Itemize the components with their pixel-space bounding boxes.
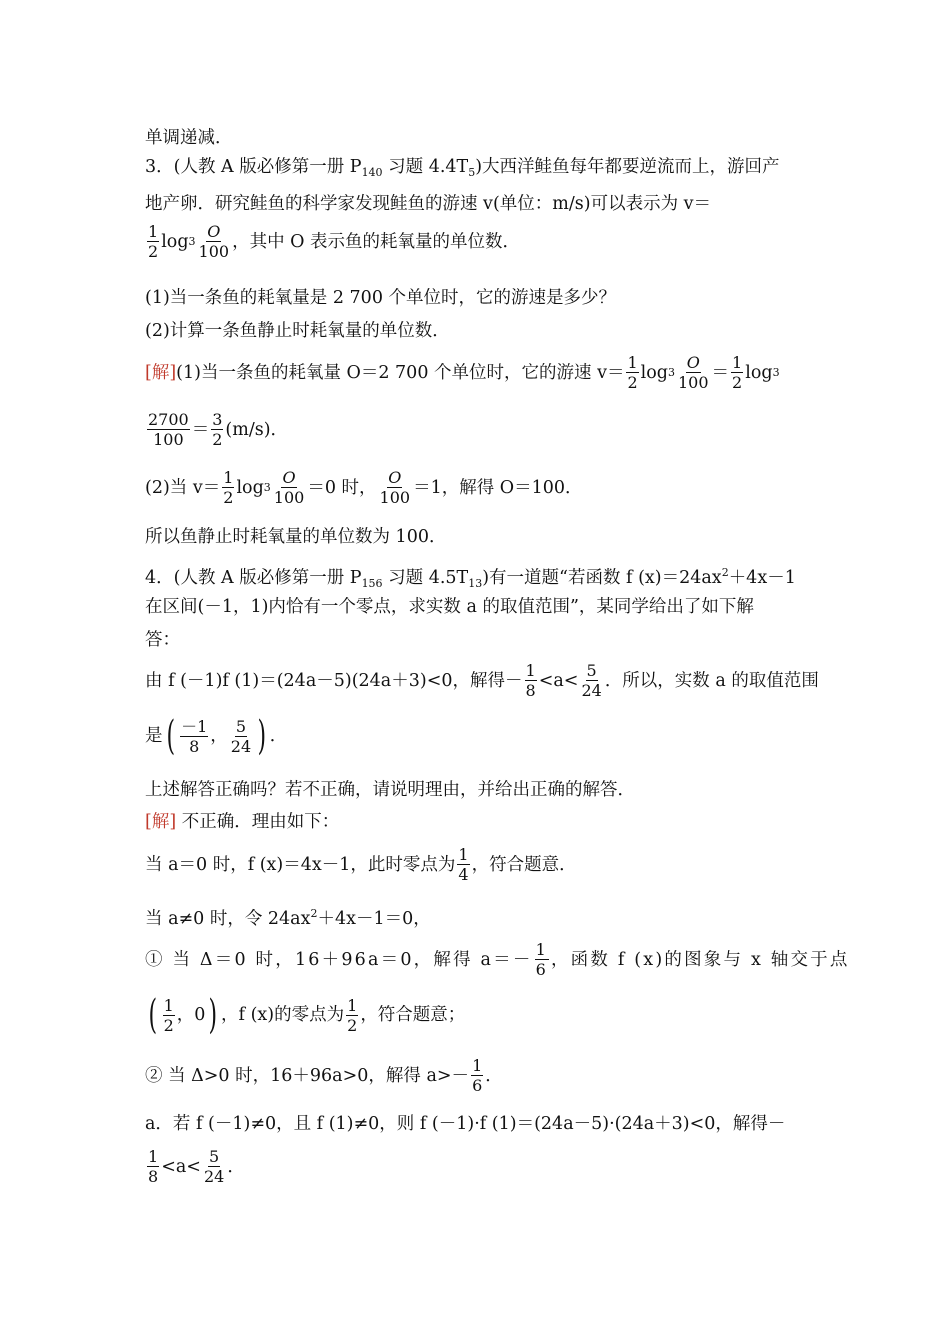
log-text: log	[236, 477, 264, 498]
fraction	[198, 222, 231, 261]
fraction	[180, 717, 208, 756]
log-text: log	[161, 231, 189, 252]
denominator: 100	[273, 488, 305, 507]
fraction	[525, 661, 537, 700]
solution-3-line1	[145, 353, 780, 392]
denominator: 24	[581, 681, 602, 700]
text-line: (2)计算一条鱼静止时耗氧量的单位数．	[145, 321, 450, 341]
text-line: 上述解答正确吗？若不正确，请说明理由，并给出正确的解答．	[145, 780, 635, 800]
denominator: 24	[203, 1167, 225, 1186]
numerator: 1	[347, 995, 358, 1015]
denominator: 2	[347, 1015, 358, 1035]
solution-3-line3	[145, 468, 583, 507]
fraction	[580, 661, 602, 700]
text-line: 单调递减．	[145, 128, 233, 148]
text-line: 地产卵．研究鲑鱼的科学家发现鲑鱼的游速 v(单位：m/s)可以表示为 v＝	[145, 194, 712, 214]
numerator: 1	[148, 1147, 159, 1166]
superscript: 2	[310, 907, 318, 920]
denominator: 100	[678, 373, 709, 392]
text: ，	[210, 726, 228, 746]
text: ＋4x－1＝0，	[317, 909, 431, 929]
text: 是	[145, 726, 163, 746]
solution-4-case1-cont	[145, 992, 466, 1038]
formula-line	[145, 222, 520, 261]
text: ．	[485, 1065, 503, 1086]
fraction	[273, 468, 306, 507]
text: ＝	[191, 419, 210, 440]
text: ．所以，实数 a 的取值范围	[604, 670, 819, 691]
numerator: 1	[148, 222, 159, 241]
numerator: 5	[586, 661, 597, 680]
denominator: 100	[153, 430, 184, 449]
text: 习题 4.4T	[382, 157, 469, 177]
fraction	[535, 940, 549, 979]
fraction	[163, 996, 175, 1035]
fraction	[147, 410, 190, 449]
denominator: 4	[458, 865, 469, 884]
fraction	[731, 353, 743, 392]
text: (2)当 v＝	[145, 477, 221, 498]
subscript: 13	[468, 577, 483, 590]
solution-tag: [解]	[145, 812, 177, 832]
text: ，f (x)的零点为	[221, 1005, 345, 1025]
denominator: 24	[230, 736, 252, 756]
numerator: O	[686, 353, 700, 372]
numerator: 1	[535, 940, 548, 959]
numerator: 5	[209, 1147, 220, 1166]
denominator: 6	[472, 1076, 483, 1095]
text: ．	[269, 726, 288, 746]
denominator: 2	[163, 1015, 174, 1035]
denominator: 2	[732, 373, 743, 392]
text: ，函数 f (x)的图象与 x 轴交于点	[550, 949, 850, 970]
denominator: 2	[627, 373, 638, 392]
numerator: O	[207, 222, 221, 241]
text: (1)当一条鱼的耗氧量 O＝2 700 个单位时，它的游速 v＝	[176, 362, 625, 383]
log-text: log	[640, 362, 668, 383]
fraction	[147, 1147, 159, 1186]
question-4-heading	[145, 561, 796, 596]
text: )大西洋鲑鱼每年都要逆流而上，游回产	[475, 157, 780, 177]
fraction	[230, 717, 252, 756]
text: ＋4x－1	[728, 568, 796, 588]
text: )有一道题“若函数 f (x)＝24ax	[482, 568, 722, 588]
fraction	[677, 353, 710, 392]
text: 由 f (－1)f (1)＝(24a－5)(24a＋3)<0，解得－	[145, 670, 523, 691]
text: <a<	[538, 670, 579, 691]
right-paren: )	[208, 992, 218, 1038]
subscript: 156	[361, 577, 383, 590]
left-paren: (	[148, 992, 158, 1038]
text: 当 a≠0 时，令 24ax	[145, 909, 311, 929]
numerator: －1	[181, 716, 208, 736]
text-line: 在区间(－1，1)内恰有一个零点，求实数 a 的取值范围”，某同学给出了如下解	[145, 597, 754, 617]
text-line: (1)当一条鱼的耗氧量是 2 700 个单位时，它的游速是多少？	[145, 288, 617, 308]
numerator: 2700	[148, 410, 189, 429]
solution-4-case1	[145, 940, 850, 979]
solution-4-equation	[145, 902, 431, 931]
text: ② 当 Δ>0 时，16＋96a>0，解得 a>－	[145, 1065, 470, 1086]
numerator: 3	[212, 410, 223, 429]
solution-4-subcase-a-result	[145, 1147, 245, 1186]
denominator: 6	[535, 960, 548, 979]
denominator: 100	[379, 488, 411, 507]
numerator: O	[388, 468, 402, 487]
left-paren: (	[166, 713, 175, 759]
fraction	[471, 1056, 483, 1095]
text: 不正确．理由如下：	[176, 812, 340, 832]
subscript: 5	[468, 166, 476, 179]
numerator: 1	[458, 845, 469, 864]
numerator: 1	[472, 1056, 483, 1075]
question-3-heading	[145, 155, 780, 185]
denominator: 2	[212, 430, 223, 449]
text: ＝0 时，	[307, 477, 377, 498]
subscript: 140	[361, 166, 383, 179]
solution-4-case2	[145, 1056, 503, 1095]
fraction	[222, 468, 234, 507]
text: (m/s)．	[225, 419, 289, 440]
text: ，符合题意．	[471, 854, 577, 875]
numerator: 1	[223, 468, 234, 487]
numerator: 1	[525, 661, 536, 680]
denominator: 8	[525, 681, 536, 700]
solution-4-heading	[145, 810, 339, 834]
fraction	[457, 845, 469, 884]
solution-4-subcase-a: a．若 f (－1)≠0，且 f (1)≠0，则 f (－1)·f (1)＝(24a－5)·(24a＋3)<0，解得－	[145, 1114, 786, 1134]
text: 3．(人教 A 版必修第一册 P	[145, 157, 362, 177]
text: ．	[227, 1156, 245, 1177]
log-base: 3	[772, 365, 780, 379]
text: ，其中 O 表示鱼的耗氧量的单位数．	[232, 231, 521, 252]
denominator: 2	[148, 242, 159, 261]
question-4-attempt	[145, 661, 819, 700]
solution-4-case-zero	[145, 845, 577, 884]
text: 4．(人教 A 版必修第一册 P	[145, 568, 362, 588]
denominator: 100	[198, 242, 230, 261]
numerator: O	[282, 468, 296, 487]
fraction	[379, 468, 412, 507]
solution-3-line2	[145, 410, 288, 449]
text: ① 当 Δ＝0 时，16＋96a＝0，解得 a＝－	[145, 949, 533, 970]
solution-tag: [解]	[145, 362, 177, 383]
fraction	[346, 996, 358, 1035]
numerator: 1	[163, 995, 174, 1015]
question-4-range	[145, 713, 288, 759]
fraction	[147, 222, 159, 261]
text: ，	[176, 1005, 195, 1025]
numerator: 5	[235, 716, 247, 736]
denominator: 2	[223, 488, 234, 507]
text: <a<	[161, 1156, 201, 1177]
superscript: 2	[721, 566, 729, 579]
right-paren: )	[257, 713, 267, 759]
log-text: log	[745, 362, 773, 383]
fraction	[626, 353, 638, 392]
fraction	[211, 410, 223, 449]
text-line: 所以鱼静止时耗氧量的单位数为 100．	[145, 527, 447, 547]
log-base: 3	[188, 234, 196, 248]
numerator: 1	[627, 353, 638, 372]
log-base: 3	[668, 365, 675, 379]
numerator: 1	[732, 353, 743, 372]
log-base: 3	[263, 480, 271, 494]
text: ，符合题意；	[360, 1005, 466, 1025]
text: 当 a＝0 时，f (x)＝4x－1，此时零点为	[145, 854, 456, 875]
text: 0	[194, 1005, 206, 1025]
text: 习题 4.5T	[382, 568, 469, 588]
text: ＝	[711, 362, 730, 383]
fraction	[203, 1147, 225, 1186]
denominator: 8	[189, 736, 200, 756]
text: ＝1，解得 O＝100．	[413, 477, 583, 498]
text-line: 答：	[145, 630, 180, 650]
denominator: 8	[148, 1167, 159, 1186]
